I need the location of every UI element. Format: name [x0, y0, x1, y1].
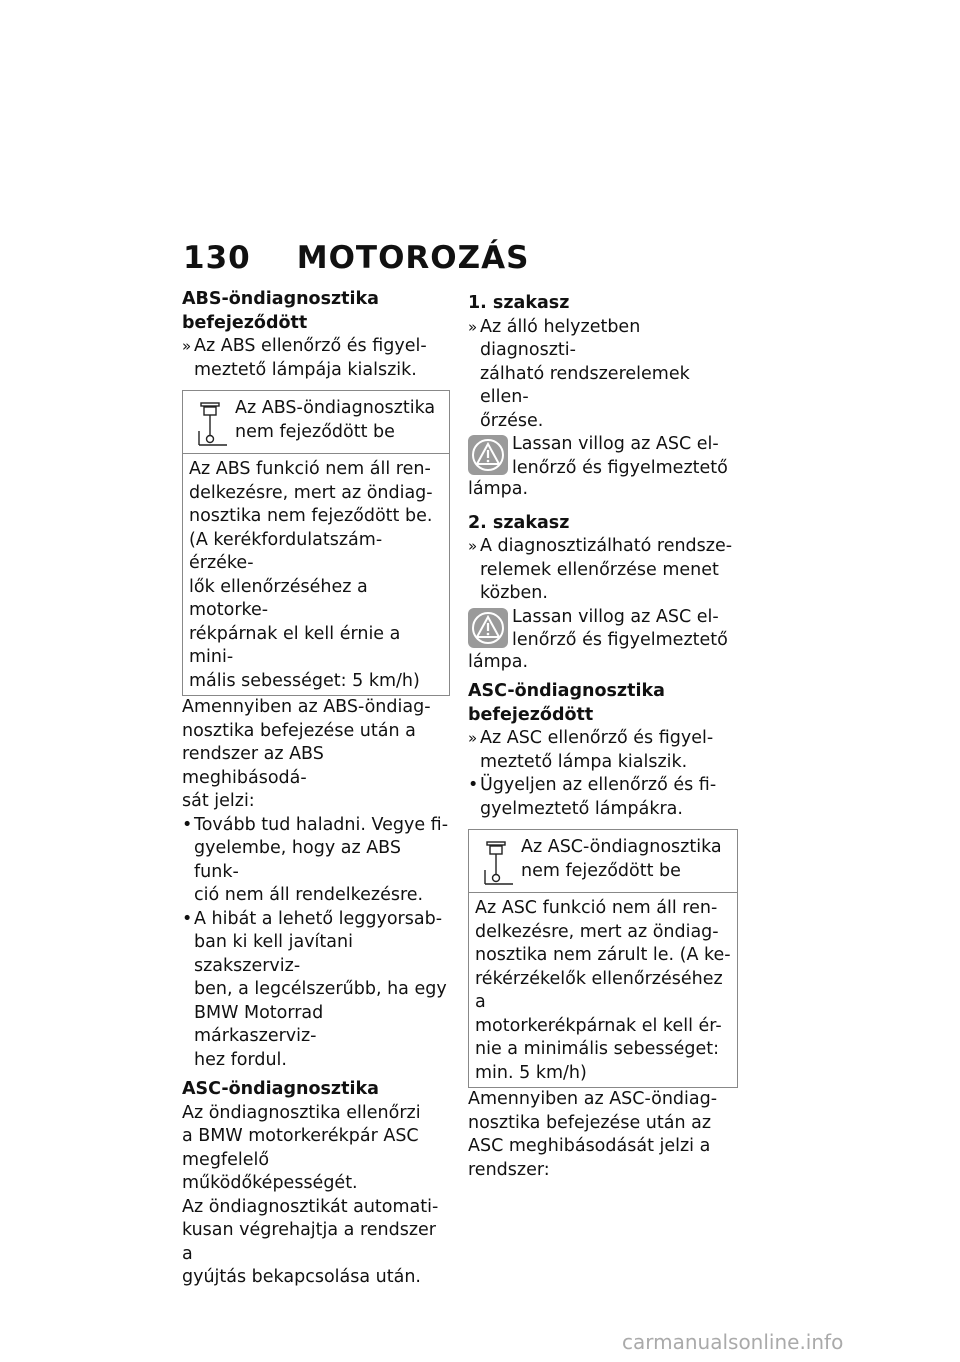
list-item: • Tovább tud haladni. Vegye fi- gyelembe, hogy az ABS funk- ció nem áll rendelkezésre. [182, 814, 450, 908]
lamp-indicator-stage-2: Lassan villog az ASC el- lenőrző és figyelmeztető [468, 606, 738, 653]
right-column: 1. szakasz » Az álló helyzetben diagnoszti- zálható rendszerelemek ellen- őrzése. Lassan villog az ASC el- lenőrző és figyelmeztető lámpa. 2. szakasz » A diagnosztizálható rendsze- relemek ellenőrzése menet közben. Lassan villog az ASC el- lenőrző és figyelmeztető lámpa. ASC-öndiagnosztika befejeződött » Az ASC ellenőrző és figyel- meztető lámpa kialszik. • Ügyeljen az ellenőrző és fi- gyelmeztető lámpákra. Az ASC-öndiagnosztika nem fejeződött be Az ASC funkció nem áll ren- delkezésre, mert az öndiag- nosztika nem zárult le. (A ke- rékérzékelők ellenőrzéséhez a motorkerékpárnak el kell ér- nie a minimális sebességet: min. 5 km/h) Amennyiben az ASC-öndiag- nosztika befejezése után az ASC meghibásodását jelzi a rendszer: [468, 288, 738, 1182]
paragraph-abs-fault: Amennyiben az ABS-öndiag- nosztika befejezése után a rendszer az ABS meghibásodá- sát jelzi: [182, 697, 431, 811]
warning-box-header: Az ABS-öndiagnosztika nem fejeződött be [183, 391, 449, 454]
stage-1-label: 1. szakasz [468, 293, 570, 313]
paragraph-asc-fault: Amennyiben az ASC-öndiag- nosztika befejezése után az ASC meghibásodását jelzi a rendszer: [468, 1089, 718, 1180]
warning-note-icon [483, 840, 515, 886]
asc-warning-lamp-icon [468, 435, 508, 475]
warning-box-asc [468, 829, 738, 1088]
watermark: carmanualsonline.info [622, 1330, 844, 1354]
step-stage-1: » Az álló helyzetben diagnoszti- zálható rendszerelemek ellen- őrzése. [468, 316, 738, 434]
list-item: • Ügyeljen az ellenőrző és fi- gyelmeztető lámpákra. [468, 774, 738, 821]
warning-box-header: Az ASC-öndiagnosztika nem fejeződött be [469, 830, 737, 893]
heading-abs-complete: ABS-öndiagnosztika befejeződött [182, 289, 379, 333]
page-number: 130 [183, 240, 251, 276]
warning-box-body: Az ASC funkció nem áll ren- delkezésre, mert az öndiag- nosztika nem zárult le. (A ke- rékérzékelők ellenőrzéséhez a motorkerékpárnak el kell ér- nie a minimális sebességet: min. 5 km/h) [475, 898, 731, 1083]
warning-box-body: Az ABS funkció nem áll ren- delkezésre, mert az öndiag- nosztika nem fejeződött be. (A kerékfordulatszám-érzéke- lők ellenőrzéséhez a motorke- rékpárnak el kell érnie a mini- mális sebességet: 5 km/h) [189, 459, 433, 691]
step-abs-lamp-off: » Az ABS ellenőrző és figyel- meztető lámpája kialszik. [182, 335, 450, 382]
page-header [183, 240, 529, 276]
step-asc-lamp-off: » Az ASC ellenőrző és figyel- meztető lámpa kialszik. [468, 727, 738, 774]
lamp-indicator-stage-1: Lassan villog az ASC el- lenőrző és figyelmeztető [468, 433, 738, 480]
left-column [182, 288, 450, 1290]
heading-asc-diagnosis: ASC-öndiagnosztika [182, 1079, 379, 1099]
heading-asc-complete: ASC-öndiagnosztika befejeződött [468, 681, 665, 725]
warning-note-icon [197, 401, 229, 447]
section-title: MOTOROZÁS [296, 240, 530, 276]
list-item: • A hibát a lehető leggyorsab- ban ki kell javítani szakszerviz- ben, a legcélszerűbb, ha egy BMW Motorrad márkaszerviz- hez fordul. [182, 908, 450, 1073]
asc-warning-lamp-icon [468, 608, 508, 648]
stage-2-label: 2. szakasz [468, 512, 570, 533]
paragraph-asc-intro: Az öndiagnosztika ellenőrzi a BMW motorkerékpár ASC megfelelő működőképességét. Az öndiagnosztikát automati- kusan végrehajtja a rendszer a gyújtás bekapcsolása után. [182, 1102, 439, 1287]
step-stage-2: » A diagnosztizálható rendsze- relemek ellenőrzése menet közben. [468, 535, 738, 606]
warning-box-abs [182, 390, 450, 696]
